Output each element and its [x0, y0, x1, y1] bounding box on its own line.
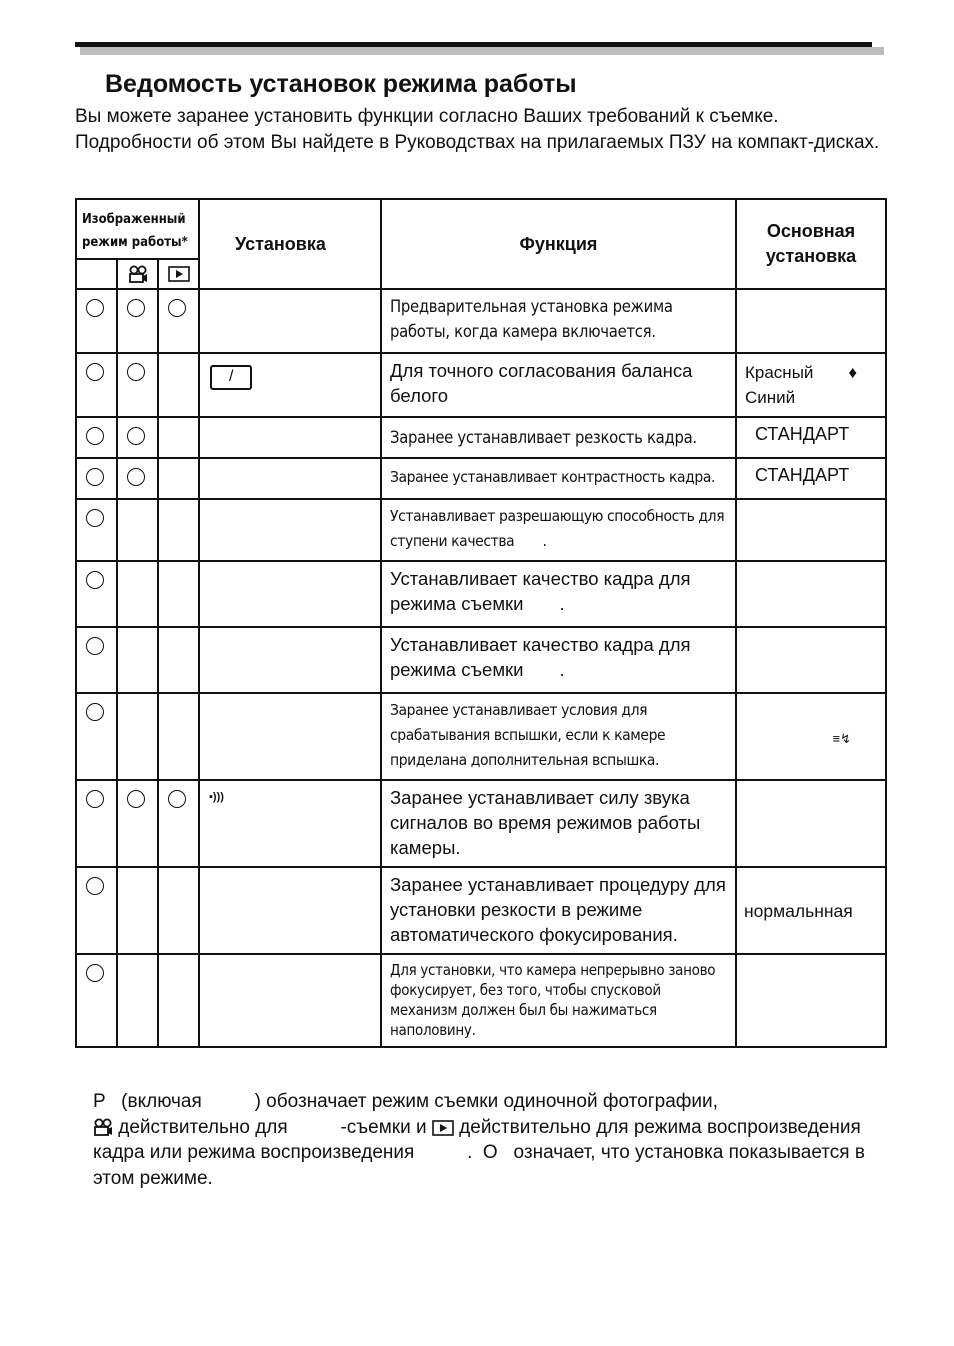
mode-col-play — [158, 259, 199, 289]
basic-cell — [736, 499, 886, 561]
circle-mark-icon — [86, 427, 104, 445]
footnote-part3: действительно для режима воспроизведения кадра или режима воспроизведения . O означает, что установка показывается в этом режиме. — [93, 1116, 871, 1189]
setting-cell — [199, 289, 381, 353]
setting-cell — [199, 353, 381, 417]
mode-col-photo — [76, 259, 117, 289]
setting-cell — [199, 954, 381, 1047]
function-cell: Устанавливает качество кадра для режима съемки . — [381, 627, 736, 693]
circle-mark-icon — [86, 468, 104, 486]
intro-text: Вы можете заранее установить функции согласно Ваших требований к съемке. Подробности об этом Вы найдете в Руководствах на прилагаемых ПЗУ на компакт-дисках. — [75, 106, 880, 153]
basic-cell: нормальнная — [736, 867, 886, 954]
circle-mark-icon — [86, 790, 104, 808]
circle-mark-icon — [86, 964, 104, 982]
footnote — [93, 1089, 883, 1191]
mark-camera — [117, 780, 158, 867]
basic-cell: СТАНДАРТ — [736, 458, 886, 499]
white-balance-icon — [210, 365, 252, 390]
footnote-part1: P (включая ) обозначает режим съемки одиночной фотографии, — [93, 1091, 718, 1112]
circle-mark-icon — [86, 571, 104, 589]
mark-camera — [117, 499, 158, 561]
function-cell: Для установки, что камера непрерывно заново фокусирует, без того, чтобы спусковой механизм должен был бы нажиматься наполовину. — [381, 954, 736, 1047]
settings-table — [75, 198, 887, 1048]
table-row — [76, 499, 886, 561]
mark-photo — [76, 353, 117, 417]
basic-cell — [736, 353, 886, 417]
mark-play — [158, 561, 199, 627]
page-title: Ведомость установок режима работы — [105, 70, 577, 98]
mark-camera — [117, 458, 158, 499]
flash-icon: ≡↯ — [832, 730, 851, 746]
table-row — [76, 458, 886, 499]
setting-cell — [199, 458, 381, 499]
mark-play — [158, 780, 199, 867]
table-row — [76, 780, 886, 867]
table-row — [76, 417, 886, 458]
header-setting: Установка — [199, 199, 381, 289]
header-basic — [736, 199, 886, 289]
play-icon — [168, 266, 190, 282]
setting-cell — [199, 417, 381, 458]
setting-cell — [199, 780, 381, 867]
circle-mark-icon — [127, 363, 145, 381]
circle-mark-icon — [168, 299, 186, 317]
mark-camera — [117, 561, 158, 627]
mode-col-camera — [117, 259, 158, 289]
mark-play — [158, 867, 199, 954]
basic-red-label: Красный — [745, 363, 814, 382]
mark-photo — [76, 867, 117, 954]
header-mode-line2: режим работы* — [82, 235, 188, 250]
mark-photo — [76, 954, 117, 1047]
mark-camera — [117, 353, 158, 417]
circle-mark-icon — [86, 509, 104, 527]
header-mode-line1: Изображенный — [82, 212, 186, 227]
function-cell: Устанавливает качество кадра для режима съемки . — [381, 561, 736, 627]
diamond-icon: ♦ — [848, 363, 857, 382]
table-row — [76, 289, 886, 353]
setting-cell — [199, 867, 381, 954]
header-basic-line2: установка — [765, 246, 857, 266]
camera-icon — [93, 1118, 113, 1136]
function-cell: Устанавливает разрешающую способность для ступени качества . — [381, 499, 736, 561]
volume-icon: ▪))) — [209, 791, 224, 803]
white-balance-icon-glyph: / — [229, 368, 234, 385]
circle-mark-icon — [86, 363, 104, 381]
circle-mark-icon — [127, 790, 145, 808]
header-function: Функция — [381, 199, 736, 289]
camera-icon — [128, 265, 148, 283]
mark-play — [158, 627, 199, 693]
mark-play — [158, 353, 199, 417]
mark-photo — [76, 289, 117, 353]
mark-camera — [117, 693, 158, 780]
mark-camera — [117, 289, 158, 353]
header-basic-line1: Основная — [766, 221, 856, 241]
setting-cell — [199, 627, 381, 693]
circle-mark-icon — [127, 468, 145, 486]
function-cell: Заранее устанавливает контрастность кадра. — [381, 458, 736, 499]
mark-photo — [76, 627, 117, 693]
setting-cell — [199, 561, 381, 627]
circle-mark-icon — [127, 427, 145, 445]
mark-camera — [117, 954, 158, 1047]
circle-mark-icon — [86, 877, 104, 895]
table-row — [76, 693, 886, 780]
play-icon — [432, 1120, 454, 1136]
mark-photo — [76, 417, 117, 458]
setting-cell — [199, 693, 381, 780]
mark-photo — [76, 780, 117, 867]
circle-mark-icon — [86, 637, 104, 655]
setting-cell — [199, 499, 381, 561]
function-cell: Для точного согласования баланса белого — [381, 353, 736, 417]
basic-cell — [736, 627, 886, 693]
mark-play — [158, 289, 199, 353]
basic-blue-label: Синий — [745, 388, 796, 407]
mark-photo — [76, 458, 117, 499]
basic-cell: СТАНДАРТ — [736, 417, 886, 458]
table-row — [76, 627, 886, 693]
table-row — [76, 353, 886, 417]
top-rule-shadow — [80, 47, 884, 55]
circle-mark-icon — [86, 703, 104, 721]
basic-cell — [736, 954, 886, 1047]
mark-play — [158, 417, 199, 458]
mark-play — [158, 693, 199, 780]
circle-mark-icon — [127, 299, 145, 317]
basic-cell — [736, 561, 886, 627]
table-row — [76, 954, 886, 1047]
mark-photo — [76, 561, 117, 627]
basic-cell — [736, 693, 886, 780]
mark-camera — [117, 627, 158, 693]
mark-photo — [76, 499, 117, 561]
mark-photo — [76, 693, 117, 780]
mark-play — [158, 458, 199, 499]
table-row — [76, 867, 886, 954]
mark-play — [158, 499, 199, 561]
mark-play — [158, 954, 199, 1047]
header-mode — [76, 199, 199, 259]
basic-cell — [736, 289, 886, 353]
function-cell: Заранее устанавливает условия для срабатывания вспышки, если к камере приделана дополнительная вспышка. — [381, 693, 736, 780]
function-cell: Предварительная установка режима работы, когда камера включается. — [381, 289, 736, 353]
table-row — [76, 561, 886, 627]
circle-mark-icon — [86, 299, 104, 317]
function-cell: Заранее устанавливает процедуру для установки резкости в режиме автоматического фокусирования. — [381, 867, 736, 954]
circle-mark-icon — [168, 790, 186, 808]
function-cell: Заранее устанавливает силу звука сигналов во время режимов работы камеры. — [381, 780, 736, 867]
footnote-part2: действительно для -съемки и — [113, 1116, 432, 1138]
basic-cell — [736, 780, 886, 867]
mark-camera — [117, 417, 158, 458]
function-cell: Заранее устанавливает резкость кадра. — [381, 417, 736, 458]
mark-camera — [117, 867, 158, 954]
